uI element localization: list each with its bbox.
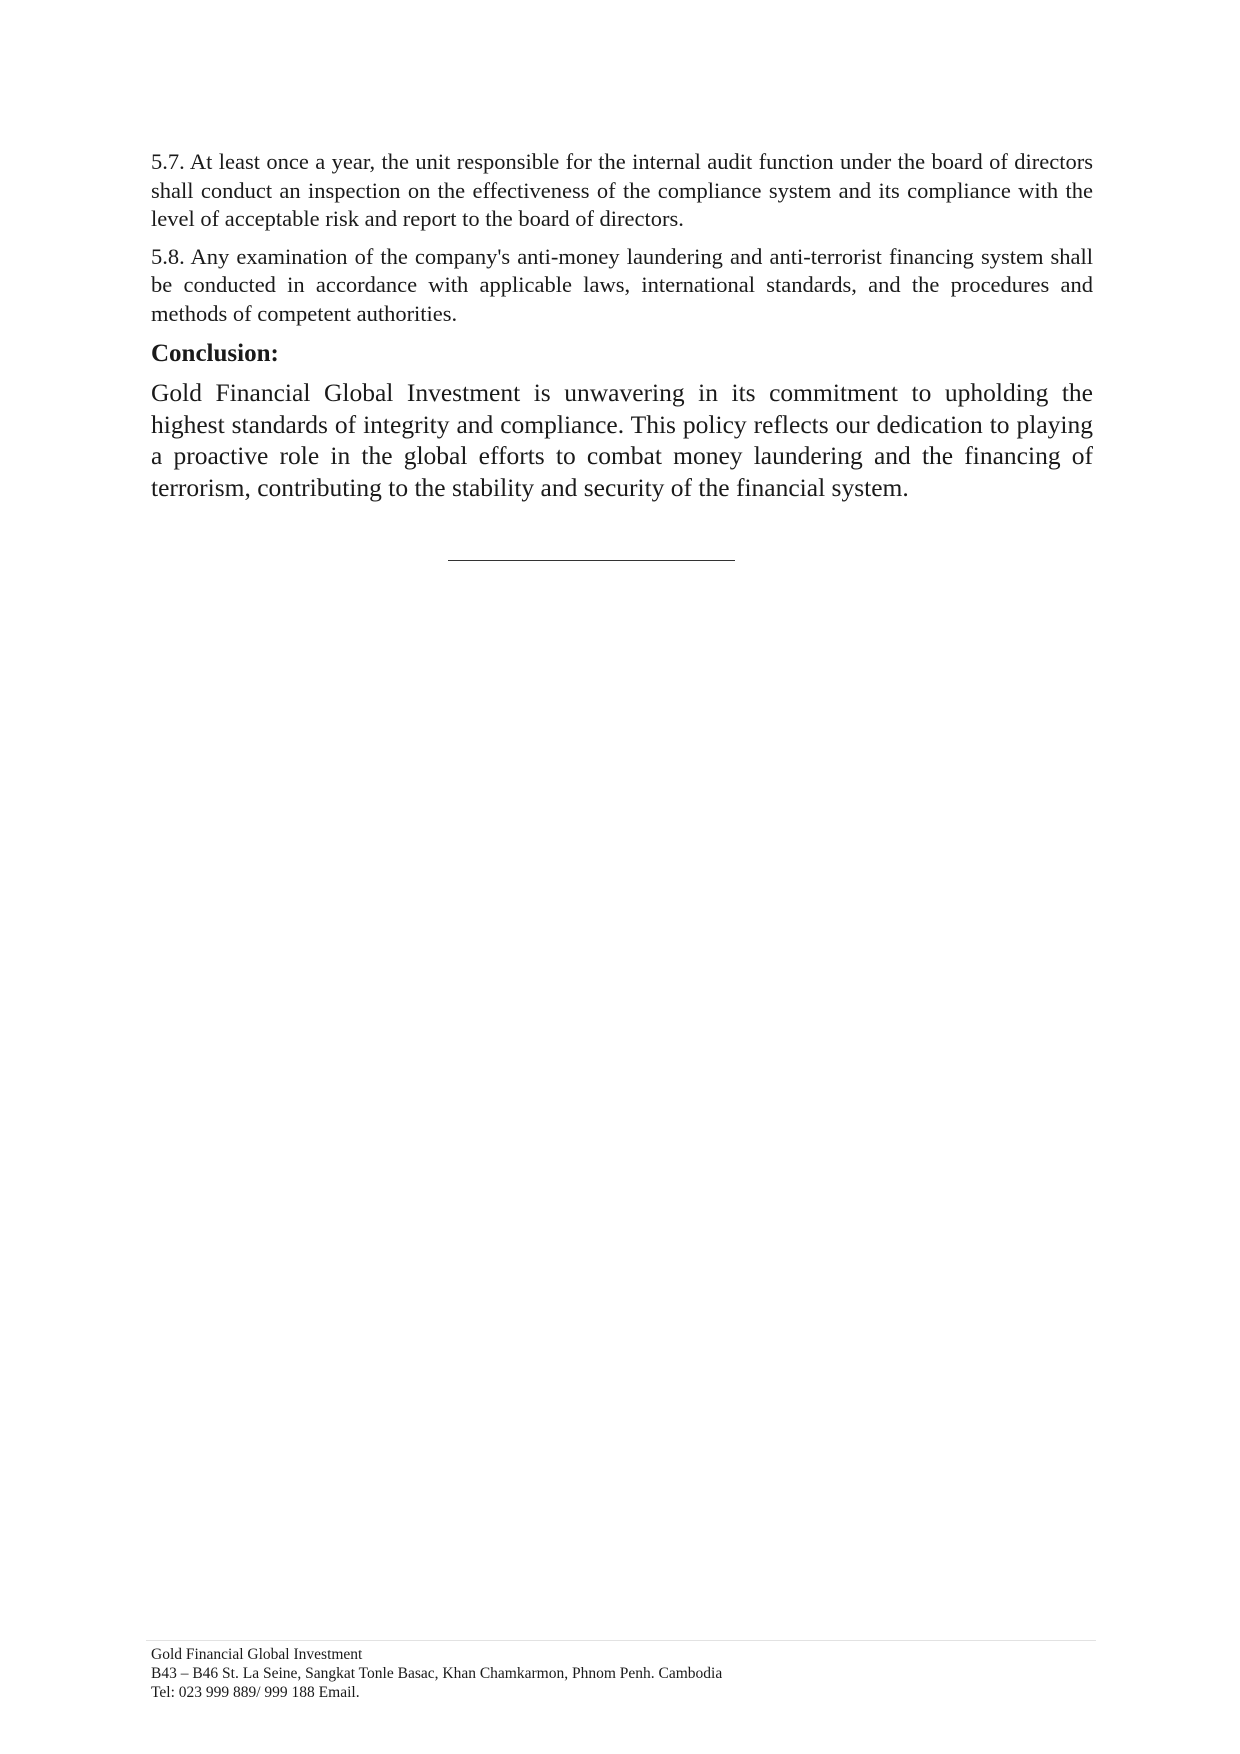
- footer-address: B43 – B46 St. La Seine, Sangkat Tonle Basac, Khan Chamkarmon, Phnom Penh. Cambodia: [151, 1665, 723, 1682]
- end-of-text-divider: [448, 560, 735, 561]
- footer-divider: [146, 1640, 1096, 1641]
- footer-contact: Tel: 023 999 889/ 999 188 Email.: [151, 1684, 360, 1701]
- page-footer: [151, 1645, 1091, 1702]
- conclusion-paragraph: Gold Financial Global Investment is unwavering in its commitment to upholding the highest standards of integrity and compliance. This policy reflects our dedication to playing a proactive role in the global efforts to combat money laundering and the financing of terrorism, contributing to the stability and security of the financial system.: [151, 378, 1093, 502]
- conclusion-heading: Conclusion:: [151, 340, 279, 367]
- paragraph-5-8: 5.8. Any examination of the company's anti-money laundering and anti-terrorist financing system shall be conducted in accordance with applicable laws, international standards, and the procedures and methods of competent authorities.: [151, 243, 1093, 326]
- paragraph-5-7: 5.7. At least once a year, the unit responsible for the internal audit function under the board of directors shall conduct an inspection on the effectiveness of the compliance system and its compliance with the level of acceptable risk and report to the board of directors.: [151, 149, 1093, 231]
- document-body: [151, 148, 1093, 503]
- footer-company-name: Gold Financial Global Investment: [151, 1646, 363, 1663]
